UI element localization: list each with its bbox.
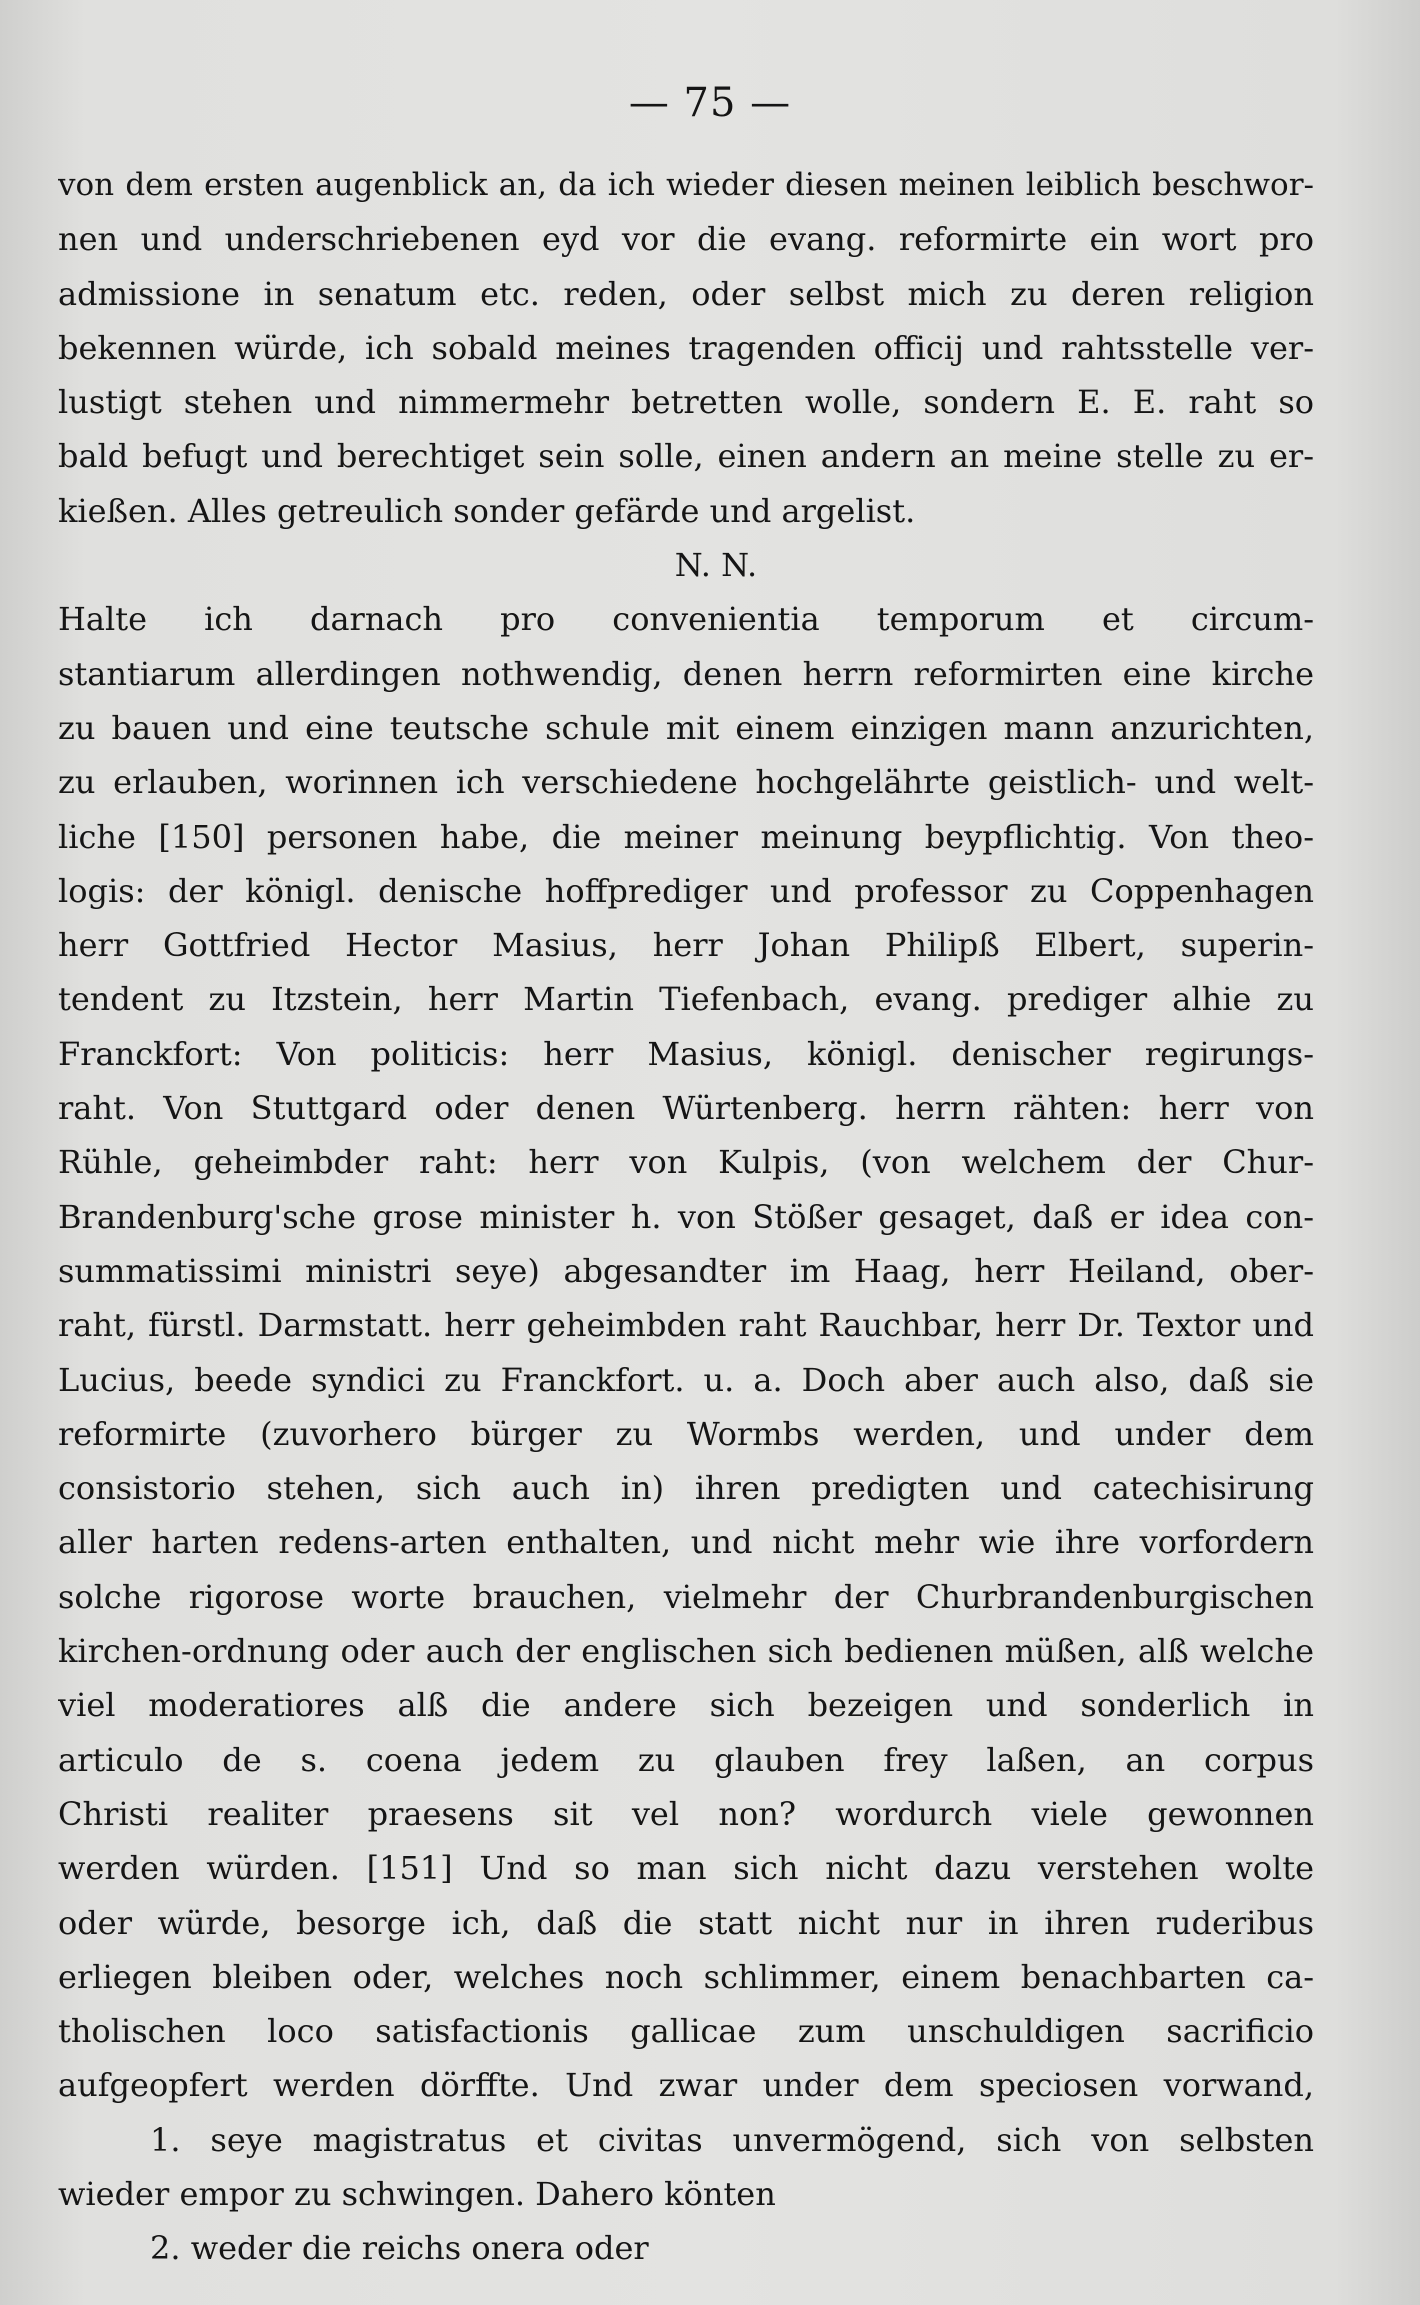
text-line: kirchen-ordnung oder auch der englischen sich bedienen müßen, alß welche — [58, 1632, 1314, 1671]
text-line: herr Gottfried Hector Masius, herr Johan Philipß Elbert, superin- — [58, 926, 1314, 965]
text-line: summatissimi ministri seye) abgesandter im Haag, herr Heiland, ober- — [58, 1251, 1314, 1290]
text-line: zu bauen und eine teutsche schule mit einem einzigen mann anzurichten, — [58, 708, 1314, 747]
text-line: lustigt stehen und nimmermehr betretten wolle, sondern E. E. raht so — [58, 383, 1314, 422]
signature-line: N. N. — [674, 546, 758, 585]
text-line: tholischen loco satisfactionis gallicae zum unschuldigen sacrificio — [58, 2012, 1314, 2051]
text-line: Rühle, geheimbder raht: herr von Kulpis, (von welchem der Chur- — [58, 1143, 1314, 1182]
text-line: Christi realiter praesens sit vel non? wordurch viele gewonnen — [58, 1794, 1314, 1833]
text-line: kießen. Alles getreulich sonder gefärde und argelist. — [58, 491, 916, 530]
text-line: Franckfort: Von politicis: herr Masius, königl. denischer regirungs- — [58, 1034, 1314, 1073]
text-line: logis: der königl. denische hoffprediger und professor zu Coppenhagen — [58, 871, 1314, 910]
body-text — [58, 158, 1314, 2276]
text-line: viel moderatiores alß die andere sich bezeigen und sonderlich in — [58, 1686, 1314, 1725]
text-line: oder würde, besorge ich, daß die statt nicht nur in ihren ruderibus — [58, 1903, 1314, 1942]
page-number: — 75 — — [628, 80, 792, 126]
list-item: 1. seye magistratus et civitas unvermögend, sich von selbsten — [150, 2120, 1314, 2159]
text-line: raht. Von Stuttgard oder denen Würtenberg. herrn rähten: herr von — [58, 1089, 1314, 1128]
list-item: 2. weder die reichs onera oder — [150, 2229, 649, 2268]
text-line: Brandenburg'sche grose minister h. von Stößer gesaget, daß er idea con- — [58, 1197, 1314, 1236]
text-line: nen und underschriebenen eyd vor die evang. reformirte ein wort pro — [58, 220, 1314, 259]
text-line: stantiarum allerdingen nothwendig, denen herrn reformirten eine kirche — [58, 654, 1314, 693]
text-line: erliegen bleiben oder, welches noch schlimmer, einem benachbarten ca- — [58, 1957, 1314, 1996]
text-line: reformirte (zuvorhero bürger zu Wormbs werden, und under dem — [58, 1414, 1314, 1453]
text-line: von dem ersten augenblick an, da ich wieder diesen meinen leiblich beschwor- — [58, 167, 1314, 203]
text-line: bekennen würde, ich sobald meines tragenden officij und rahtsstelle ver- — [58, 328, 1314, 367]
text-line: consistorio stehen, sich auch in) ihren predigten und catechisirung — [58, 1469, 1314, 1508]
text-line: werden würden. [151] Und so man sich nicht dazu verstehen wolte — [58, 1849, 1314, 1888]
text-line: Halte ich darnach pro convenientia temporum et circum- — [58, 600, 1314, 639]
text-line: Lucius, beede syndici zu Franckfort. u. a. Doch aber auch also, daß sie — [58, 1360, 1314, 1399]
text-line: solche rigorose worte brauchen, vielmehr der Churbrandenburgischen — [58, 1577, 1314, 1616]
text-line: aufgeopfert werden dörffte. Und zwar under dem speciosen vorwand, — [58, 2066, 1314, 2105]
text-line: articulo de s. coena jedem zu glauben frey laßen, an corpus — [58, 1740, 1314, 1779]
text-line: admissione in senatum etc. reden, oder selbst mich zu deren religion — [58, 274, 1314, 313]
text-line: tendent zu Itzstein, herr Martin Tiefenbach, evang. prediger alhie zu — [58, 980, 1314, 1019]
text-line: liche [150] personen habe, die meiner meinung beypflichtig. Von theo- — [58, 817, 1314, 856]
text-line: aller harten redens-arten enthalten, und nicht mehr wie ihre vorfordern — [58, 1523, 1314, 1562]
text-line: wieder empor zu schwingen. Dahero könten — [58, 2174, 776, 2213]
text-line: bald befugt und berechtiget sein solle, einen andern an meine stelle zu er- — [58, 437, 1314, 476]
text-line: raht, fürstl. Darmstatt. herr geheimbden raht Rauchbar, herr Dr. Textor und — [58, 1306, 1314, 1345]
text-line: zu erlauben, worinnen ich verschiedene hochgelährte geistlich- und welt- — [58, 763, 1314, 802]
